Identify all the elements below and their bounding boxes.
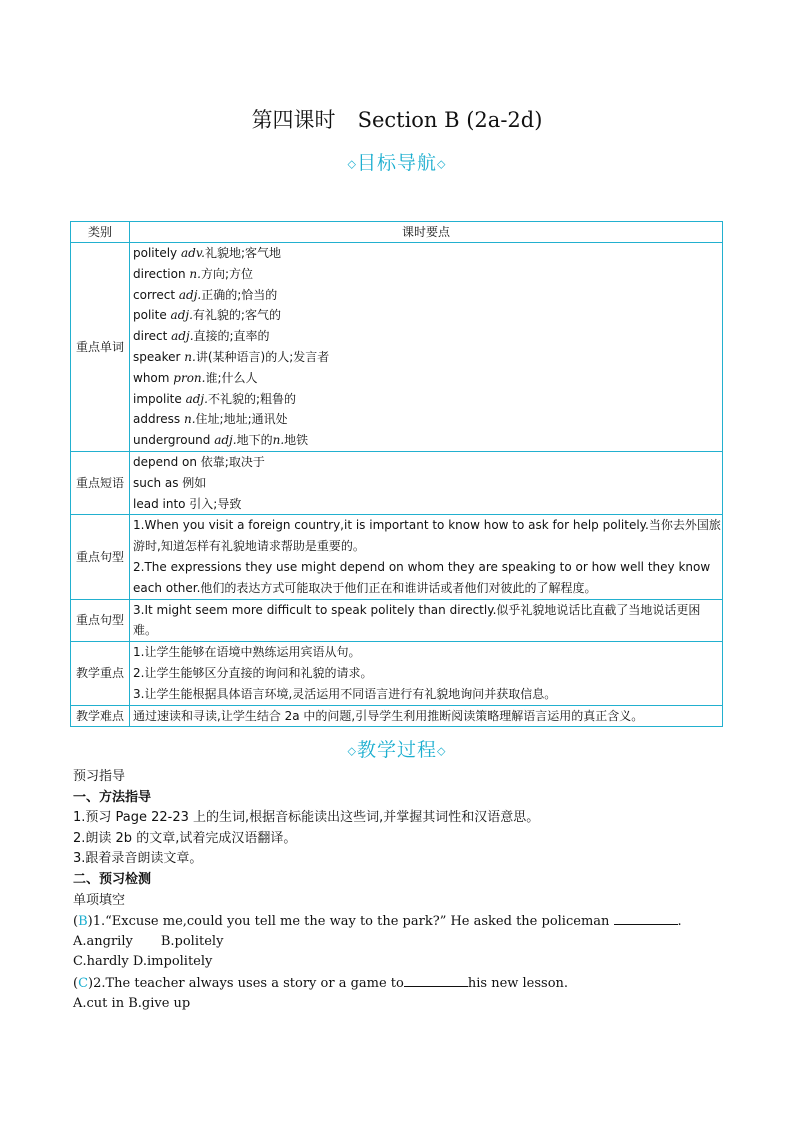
sentence-item: 1.When you visit a foreign country,it is important to know how to ask for help politely.当你去外国旅游时,知道怎样有礼貌地请求帮助是重要的。 [133, 518, 721, 554]
word-item: address n.住址;地址;通讯处 [133, 412, 288, 427]
check-heading: 二、预习检测 [73, 871, 152, 887]
diamond-icon: ◇ [347, 744, 357, 758]
lesson-points-table [70, 221, 723, 727]
category-sentences: 重点句型 [71, 515, 130, 599]
word-item: speaker n.讲(某种语言)的人;发言者 [133, 349, 330, 364]
focus-item: 1.让学生能够在语境中熟练运用宾语从句。 [133, 645, 361, 660]
process-content [73, 767, 733, 1014]
preview-heading: 预习指导 [73, 769, 126, 784]
word-item: whom pron.谁;什么人 [133, 370, 258, 385]
diamond-icon: ◇ [437, 744, 447, 758]
method-heading: 一、方法指导 [73, 789, 152, 805]
table-row-focus [71, 642, 723, 705]
answer-blank [404, 973, 468, 987]
question-1: (B)1.“Excuse me,could you tell me the way to the park?” He asked the policeman . [73, 911, 733, 932]
word-item: correct adj.正确的;恰当的 [133, 287, 278, 302]
focus-item: 3.让学生能根据具体语言环境,灵活运用不同语言进行有礼貌地询问并获取信息。 [133, 686, 557, 701]
phrases-cell [130, 451, 723, 514]
word-item: politely adv.礼貌地;客气地 [133, 246, 282, 260]
option: A.cut in [73, 995, 125, 1011]
option: B.politely [160, 933, 224, 949]
category-words: 重点单词 [71, 243, 130, 452]
method-item: 1.预习 Page 22-23 上的生词,根据音标能读出这些词,并掌握其词性和汉语意思。 [73, 810, 540, 826]
phrase-item: lead into 引入;导致 [133, 496, 242, 511]
word-item: impolite adj.不礼貌的;粗鲁的 [133, 391, 296, 406]
page-title [0, 104, 794, 134]
section-title: Section B (2a-2d) [357, 108, 543, 132]
answer-1: B [78, 914, 88, 930]
process-banner-text: 教学过程 [356, 739, 437, 761]
header-points: 课时要点 [130, 222, 723, 243]
answer-blank [614, 911, 678, 925]
method-item: 2.朗读 2b 的文章,试着完成汉语翻译。 [73, 830, 297, 846]
table-row-sentences [71, 515, 723, 599]
process-banner [0, 735, 794, 762]
category-difficulty: 教学难点 [71, 705, 130, 727]
question-1-options-ab [73, 932, 733, 953]
diamond-icon: ◇ [347, 157, 357, 171]
goal-banner-text: 目标导航 [356, 152, 437, 174]
lesson-title: 第四课时 [251, 108, 336, 132]
sentences-cell [130, 515, 723, 599]
method-item: 3.跟着录音朗读文章。 [73, 851, 203, 867]
word-item: direction n.方向;方位 [133, 266, 254, 281]
focus-cell [130, 642, 723, 705]
single-choice-heading: 单项填空 [73, 892, 126, 908]
category-phrases: 重点短语 [71, 451, 130, 514]
option: C.hardly [73, 954, 129, 970]
category-focus: 教学重点 [71, 642, 130, 705]
option: B.give up [128, 995, 191, 1011]
difficulty-item: 通过速读和寻读,让学生结合 2a 中的问题,引导学生利用推断阅读策略理解语言运用的真正含义。 [133, 708, 644, 723]
sentence-item: 3.It might seem more difficult to speak politely than directly.似乎礼貌地说话比直截了当地说话更困难。 [133, 602, 701, 638]
option: D.impolitely [132, 954, 213, 970]
answer-2: C [78, 975, 89, 991]
word-item: direct adj.直接的;直率的 [133, 329, 270, 344]
phrase-item: such as 例如 [133, 475, 207, 490]
question-1-options-cd [73, 952, 733, 973]
word-item: polite adj.有礼貌的;客气的 [133, 308, 281, 323]
header-category: 类别 [71, 222, 130, 243]
table-row-phrases [71, 451, 723, 514]
table-row-words [71, 243, 723, 452]
option: A.angrily [73, 933, 133, 949]
diamond-icon: ◇ [437, 157, 447, 171]
words-cell [130, 243, 723, 452]
question-2: (C)2.The teacher always uses a story or a game to his new lesson. [73, 973, 733, 994]
category-sentences-2: 重点句型 [71, 599, 130, 642]
sentences-2-cell [130, 599, 723, 642]
focus-item: 2.让学生能够区分直接的询问和礼貌的请求。 [133, 665, 373, 680]
goal-banner [0, 148, 794, 175]
difficulty-cell [130, 705, 723, 727]
table-header-row [71, 222, 723, 243]
sentence-item: 2.The expressions they use might depend on whom they are speaking to or how well they know each other.他们的表达方式可能取决于他们正在和谁讲话或者他们对彼此的了解程度。 [133, 559, 711, 595]
phrase-item: depend on 依靠;取决于 [133, 454, 265, 469]
question-2-options [73, 994, 733, 1015]
table-row-difficulty [71, 705, 723, 727]
table-row-sentences-2 [71, 599, 723, 642]
word-item: underground adj.地下的n.地铁 [133, 433, 309, 448]
